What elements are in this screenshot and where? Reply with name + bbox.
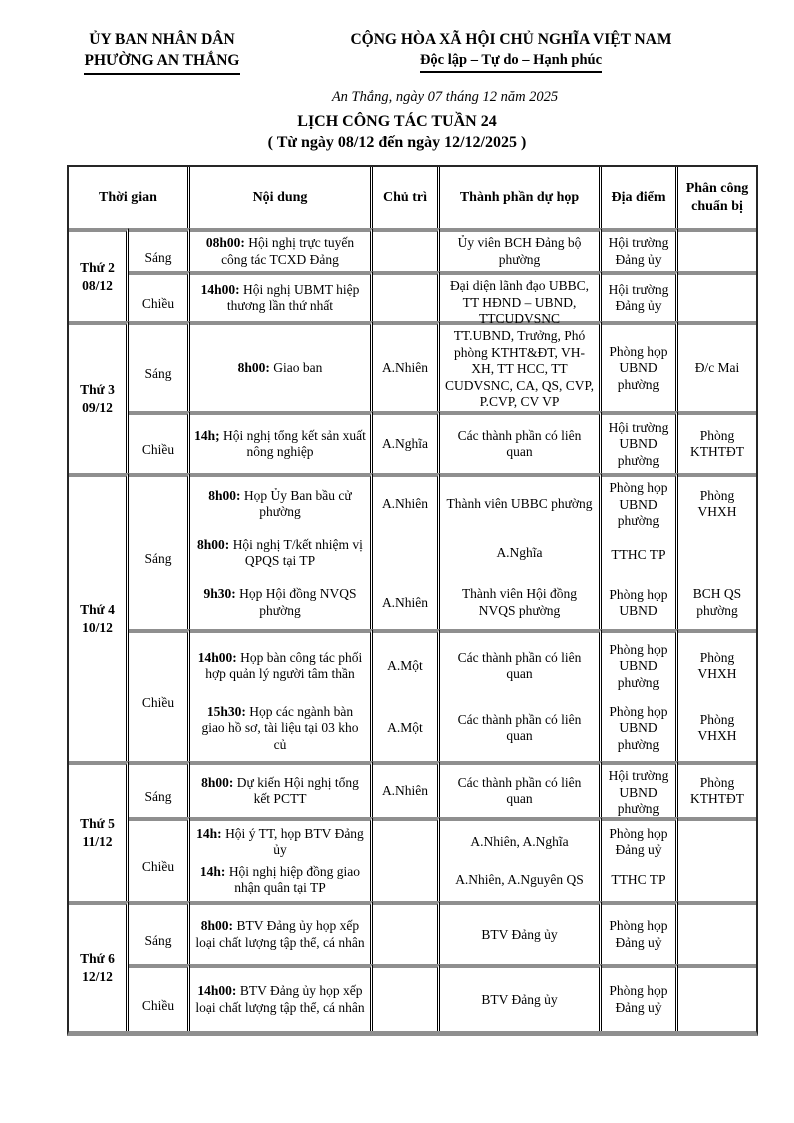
- event-chair: A.Nhiên: [381, 495, 429, 511]
- session-cell: Sáng: [129, 228, 190, 271]
- content-cell: [190, 473, 373, 629]
- chair-cell: [373, 817, 440, 901]
- day-date: 12/12: [82, 969, 113, 985]
- event-prep: Phòng VHXH: [697, 487, 737, 520]
- event-location: Phòng họp UBND phường: [609, 480, 668, 529]
- chair-cell: [373, 964, 440, 1031]
- event-prep: [680, 861, 754, 899]
- event-prep: [680, 277, 754, 319]
- content-cell: [190, 901, 373, 964]
- issuing-org-block: [36, 30, 288, 75]
- event-prep: Đ/c Mai: [694, 360, 740, 376]
- day-name: Thứ 3: [80, 382, 115, 398]
- event-location: TTHC TP: [611, 546, 666, 562]
- event-chair: A.Một: [387, 658, 423, 674]
- event-prep: [680, 907, 754, 962]
- day-name: Thứ 2: [80, 259, 115, 275]
- event-participants: Thành viên Hội đồng NVQS phường: [461, 586, 578, 618]
- session-cell: Chiều: [129, 271, 190, 321]
- event-time: 8h00:: [237, 360, 270, 376]
- event-time: 8h00:: [208, 487, 241, 503]
- event-chair: A.Nghĩa: [381, 436, 429, 452]
- schedule-row: [69, 761, 756, 817]
- location-cell: [602, 228, 678, 271]
- session-cell: Chiều: [129, 964, 190, 1031]
- event-location: TTHC TP: [611, 872, 666, 888]
- session-cell: Chiều: [129, 411, 190, 473]
- day-date: 09/12: [82, 400, 113, 416]
- schedule-row: [69, 629, 756, 761]
- content-cell: [190, 271, 373, 321]
- event-content: 08h00: Hội nghị trực tuyến công tác TCXD Đảng: [205, 235, 355, 267]
- event-content: 15h30: Họp các ngành bàn giao hồ sơ, tài liệu tại 03 kho củ: [201, 703, 359, 752]
- col-header-thanh-phan: Thành phần dự họp: [440, 167, 602, 228]
- event-time: 8h00:: [200, 918, 234, 934]
- session-cell: Sáng: [129, 901, 190, 964]
- org-name-line2: PHƯỜNG AN THẮNG: [84, 51, 239, 75]
- event-chair: [375, 234, 435, 269]
- event-time: 15h30:: [206, 703, 246, 719]
- event-prep: Phòng VHXH: [697, 711, 737, 744]
- event-location: Phòng họp UBND phường: [609, 703, 668, 752]
- prep-cell: [678, 817, 756, 901]
- document-title: [0, 112, 794, 154]
- event-participants: Ủy viên BCH Đảng bộ phường: [457, 235, 582, 267]
- event-content: 8h00: Hội nghị T/kết nhiệm vị QPQS tại TP: [197, 536, 363, 569]
- event-time: 14h;: [194, 427, 220, 443]
- dateline: An Thắng, ngày 07 tháng 12 năm 2025: [331, 88, 559, 105]
- prep-cell: [678, 629, 756, 761]
- event-time: 14h00:: [200, 281, 240, 297]
- participants-cell: [440, 761, 602, 817]
- prep-cell: [678, 228, 756, 271]
- org-name-line1: ỦY BAN NHÂN DÂN: [89, 31, 235, 48]
- col-header-dia-diem: Địa điểm: [602, 167, 678, 228]
- participants-cell: [440, 964, 602, 1031]
- title-line1: LỊCH CÔNG TÁC TUẦN 24: [297, 112, 497, 130]
- location-cell: [602, 321, 678, 411]
- session-cell: Chiều: [129, 817, 190, 901]
- event-participants: BTV Đảng ủy: [481, 991, 558, 1007]
- prep-cell: [678, 411, 756, 473]
- prep-cell: [678, 964, 756, 1031]
- col-header-thoi-gian: Thời gian: [69, 167, 190, 228]
- event-participants: BTV Đảng ủy: [481, 926, 558, 942]
- participants-cell: [440, 629, 602, 761]
- event-prep: Phòng KTHTĐT: [690, 427, 744, 460]
- event-content: 14h00: Hội nghị UBMT hiệp thương lần thứ nhất: [200, 281, 360, 314]
- participants-cell: [440, 901, 602, 964]
- participants-cell: [440, 228, 602, 271]
- national-title: CỘNG HÒA XÃ HỘI CHỦ NGHĨA VIỆT NAM: [350, 31, 672, 48]
- event-content: 8h00: Giao ban: [237, 360, 323, 376]
- schedule-row: [69, 271, 756, 321]
- location-cell: [602, 271, 678, 321]
- event-prep: [680, 970, 754, 1029]
- schedule-table: [67, 165, 758, 1036]
- event-participants: Các thành phần có liên quan: [457, 649, 582, 682]
- event-content: 14h: Hội ý TT, họp BTV Đảng ủy: [196, 825, 364, 858]
- col-header-chu-tri: Chủ trì: [373, 167, 440, 228]
- participants-cell: [440, 271, 602, 327]
- day-cell: [69, 901, 129, 1031]
- event-location: Hội trường Đảng ủy: [608, 281, 669, 314]
- col-header-noi-dung: Nội dung: [190, 167, 373, 228]
- event-prep: Phòng KTHTĐT: [690, 774, 744, 807]
- chair-cell: [373, 901, 440, 964]
- event-content: 8h00: BTV Đảng ủy họp xếp loại chất lượng tập thể, cá nhân: [195, 918, 365, 950]
- event-time: 14h:: [196, 825, 222, 841]
- prep-cell: [678, 473, 756, 629]
- location-cell: [602, 901, 678, 964]
- event-content: 14h; Hội nghị tổng kết sản xuất nông nghiệp: [194, 427, 366, 460]
- day-date: 11/12: [82, 834, 113, 850]
- event-chair: [375, 861, 435, 899]
- content-cell: [190, 629, 373, 761]
- event-participants: A.Nghĩa: [496, 545, 543, 561]
- chair-cell: [373, 761, 440, 817]
- participants-cell: [440, 411, 602, 473]
- event-participants: Các thành phần có liên quan: [457, 427, 582, 460]
- participants-cell: [440, 817, 602, 901]
- letterhead: [0, 0, 794, 75]
- event-prep: [680, 823, 754, 861]
- event-time: 8h00:: [197, 536, 230, 552]
- event-location: Phòng họp UBND phường: [609, 343, 668, 392]
- event-content: 9h30: Họp Hội đồng NVQS phường: [203, 586, 357, 618]
- content-cell: [190, 411, 373, 473]
- event-chair: [375, 907, 435, 962]
- participants-cell: [440, 473, 602, 629]
- chair-cell: [373, 228, 440, 271]
- event-prep: [680, 529, 754, 578]
- chair-cell: [373, 271, 440, 321]
- day-name: Thứ 5: [80, 816, 115, 832]
- session-cell: Sáng: [129, 321, 190, 411]
- event-location: Hội trường Đảng ủy: [608, 235, 669, 267]
- day-cell: [69, 321, 129, 473]
- day-date: 08/12: [82, 277, 113, 293]
- event-chair: A.Nhiên: [381, 783, 429, 799]
- schedule-row: [69, 228, 756, 271]
- chair-cell: [373, 321, 440, 411]
- table-header-row: [69, 167, 756, 228]
- session-cell: Sáng: [129, 473, 190, 629]
- event-time: 9h30:: [203, 586, 236, 602]
- event-location: Phòng họp Đảng uỷ: [609, 825, 668, 858]
- event-location: Phòng họp UBND phường: [609, 641, 668, 690]
- prep-cell: [678, 271, 756, 321]
- schedule-row: [69, 473, 756, 629]
- content-cell: [190, 817, 373, 901]
- event-chair: A.Nhiên: [381, 360, 429, 376]
- event-chair: [375, 277, 435, 319]
- event-content: 14h00: BTV Đảng ủy họp xếp loại chất lượng tập thể, cá nhân: [195, 983, 365, 1015]
- prep-cell: [678, 901, 756, 964]
- event-prep: Phòng VHXH: [697, 649, 737, 682]
- title-line2: ( Từ ngày 08/12 đến ngày 12/12/2025 ): [267, 133, 527, 151]
- schedule-row: [69, 901, 756, 964]
- event-prep: BCH QS phường: [692, 586, 742, 618]
- prep-cell: [678, 761, 756, 817]
- event-prep: [680, 234, 754, 269]
- session-cell: Sáng: [129, 761, 190, 817]
- session-cell: Chiều: [129, 629, 190, 761]
- event-location: Hội trường UBND phường: [608, 419, 669, 468]
- location-cell: [602, 817, 678, 901]
- event-participants: Thành viên UBBC phường: [446, 495, 593, 511]
- event-content: 8h00: Dự kiến Hội nghị tổng kết PCTT: [201, 774, 359, 807]
- location-cell: [602, 964, 678, 1031]
- event-time: 08h00:: [205, 235, 245, 251]
- chair-cell: [373, 629, 440, 761]
- location-cell: [602, 411, 678, 473]
- schedule-row: [69, 321, 756, 411]
- location-cell: [602, 761, 678, 817]
- prep-cell: [678, 321, 756, 411]
- event-location: Phòng họp Đảng uỷ: [609, 983, 668, 1015]
- schedule-row: [69, 964, 756, 1031]
- day-cell: [69, 228, 129, 321]
- event-chair: [375, 823, 435, 861]
- schedule-row: [69, 411, 756, 473]
- event-time: 14h00:: [197, 983, 237, 999]
- participants-cell: [440, 321, 602, 411]
- content-cell: [190, 761, 373, 817]
- day-cell: [69, 473, 129, 761]
- day-name: Thứ 4: [80, 602, 115, 618]
- col-header-phan-cong: Phân công chuẩn bị: [685, 181, 749, 214]
- event-participants: Các thành phần có liên quan: [457, 774, 582, 807]
- chair-cell: [373, 411, 440, 473]
- event-participants: A.Nhiên, A.Nghĩa: [470, 834, 569, 850]
- event-chair: [375, 529, 435, 578]
- event-participants: Đại diện lãnh đạo UBBC, TT HĐND – UBND, TTCUDVSNC: [449, 278, 590, 327]
- day-name: Thứ 6: [80, 951, 115, 967]
- event-time: 14h:: [199, 863, 226, 879]
- event-time: 14h00:: [197, 649, 237, 665]
- event-content: 8h00: Họp Ủy Ban bầu cử phường: [208, 487, 352, 520]
- national-motto-block: [288, 30, 794, 75]
- event-participants: TT.UBND, Trưởng, Phó phòng KTHT&ĐT, VH-XH, TT HCC, TT CUDVSNC, CA, QS, CVP, P.CVP, CV VP: [445, 328, 594, 410]
- content-cell: [190, 321, 373, 411]
- event-location: Phòng họp Đảng uỷ: [609, 918, 668, 950]
- location-cell: [602, 473, 678, 629]
- day-cell: [69, 761, 129, 901]
- schedule-row: [69, 817, 756, 901]
- event-participants: A.Nhiên, A.Nguyên QS: [455, 872, 584, 888]
- event-location: Hội trường UBND phường: [608, 768, 669, 817]
- day-date: 10/12: [82, 620, 113, 636]
- event-chair: [375, 970, 435, 1029]
- event-content: 14h00: Họp bàn công tác phối hợp quản lý người tâm thần: [197, 649, 363, 682]
- chair-cell: [373, 473, 440, 629]
- national-motto: Độc lập – Tự do – Hạnh phúc: [420, 51, 602, 74]
- content-cell: [190, 964, 373, 1031]
- content-cell: [190, 228, 373, 271]
- event-content: 14h: Hội nghị hiệp đồng giao nhận quân tại TP: [199, 863, 361, 896]
- event-time: 8h00:: [201, 774, 234, 790]
- event-participants: Các thành phần có liên quan: [457, 711, 582, 744]
- event-location: Phòng họp UBND: [609, 586, 668, 619]
- event-chair: A.Một: [387, 720, 423, 736]
- event-chair: A.Nhiên: [381, 594, 429, 610]
- location-cell: [602, 629, 678, 761]
